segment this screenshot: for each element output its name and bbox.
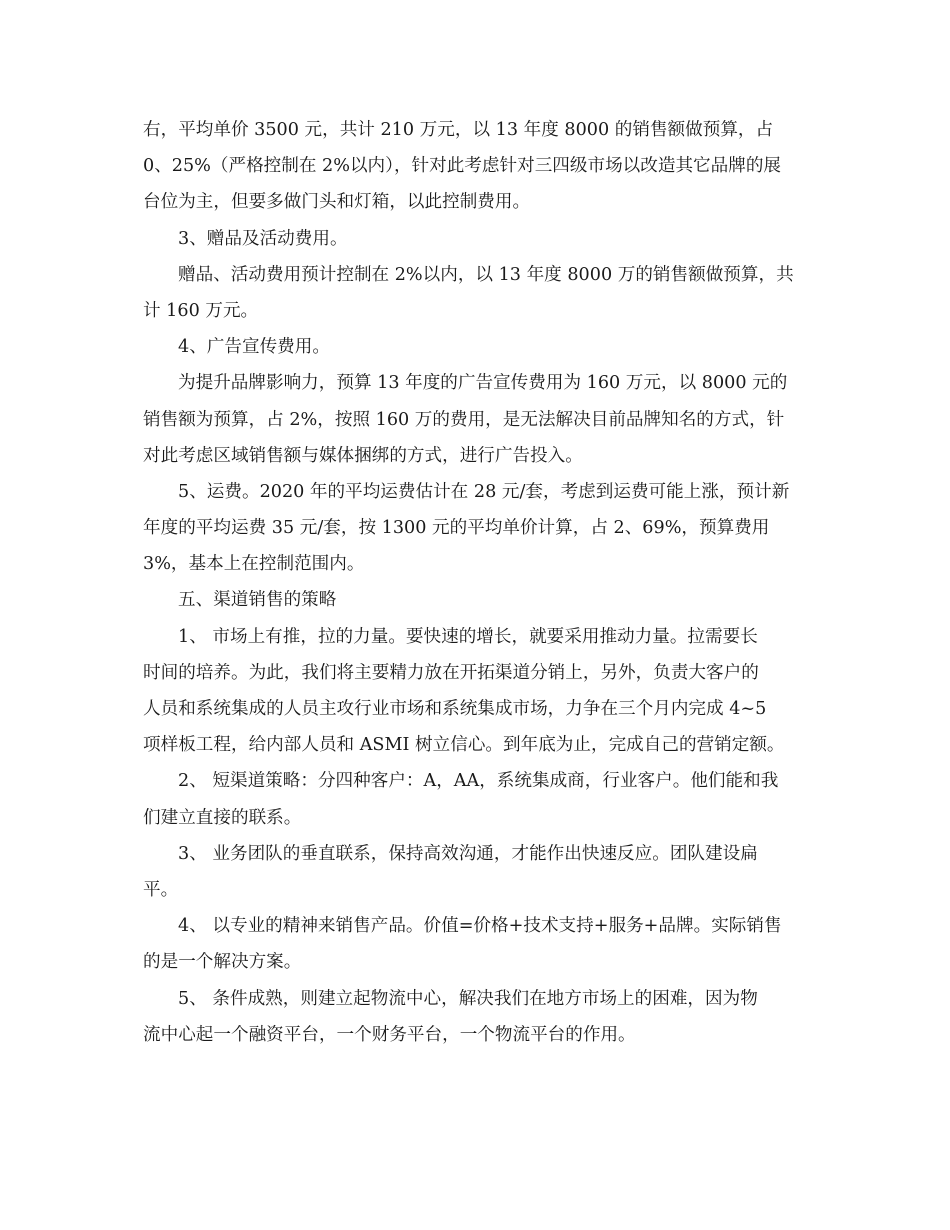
paragraph-strategy-2: [143, 763, 808, 835]
text-line: 4、 以专业的精神来销售产品。价值=价格+技术支持+服务+品牌。实际销售: [178, 916, 782, 937]
text-line: 5、 条件成熟，则建立起物流中心，解决我们在地方市场上的困难，因为物: [178, 988, 758, 1009]
paragraph-heading-gifts: [143, 221, 808, 257]
text-line: 五、渠道销售的策略: [178, 590, 337, 611]
paragraph-strategy-5: [143, 981, 808, 1053]
paragraph-heading-channel: [143, 582, 808, 618]
paragraph-para-freight: [143, 474, 808, 583]
paragraph-para-ads: [143, 365, 808, 474]
text-line: 4、广告宣传费用。: [178, 337, 330, 358]
text-line: 3、赠品及活动费用。: [178, 228, 348, 249]
paragraph-strategy-4: [143, 908, 808, 980]
text-line: 2、 短渠道策略：分四种客户：A，AA，系统集成商，行业客户。他们能和我: [178, 771, 779, 792]
text-line: 人员和系统集成的人员主攻行业市场和系统集成市场，力争在三个月内完成 4~5: [143, 699, 767, 719]
text-line: 3%，基本上在控制范围内。: [143, 554, 365, 575]
text-line: 为提升品牌影响力，预算 13 年度的广告宣传费用为 160 万元，以 8000 元的: [178, 373, 788, 394]
text-line: 5、运费。2020 年的平均运费估计在 28 元/套，考虑到运费可能上涨，预计新: [178, 481, 790, 502]
text-line: 平。: [143, 879, 179, 900]
paragraph-para-gifts: [143, 257, 808, 329]
paragraph-heading-ads: [143, 329, 808, 365]
paragraph-cont-showroom: [143, 112, 808, 221]
text-line: 右，平均单价 3500 元，共计 210 万元，以 13 年度 8000 的销售额做预算，占: [143, 120, 774, 140]
text-line: 们建立直接的联系。: [143, 807, 302, 828]
text-line: 0、25%（严格控制在 2%以内），针对此考虑针对三四级市场以改造其它品牌的展: [143, 156, 782, 177]
text-line: 计 160 万元。: [143, 300, 259, 321]
text-line: 年度的平均运费 35 元/套，按 1300 元的平均单价计算，占 2、69%，预算费用: [143, 518, 770, 539]
text-line: 项样板工程，给内部人员和 ASMI 树立信心。到年底为止，完成自己的营销定额。: [143, 735, 785, 756]
text-line: 赠品、活动费用预计控制在 2%以内，以 13 年度 8000 万的销售额做预算，共: [178, 264, 794, 285]
text-line: 3、 业务团队的垂直联系，保持高效沟通，才能作出快速反应。团队建设扁: [178, 843, 758, 864]
text-line: 1、 市场上有推，拉的力量。要快速的增长，就要采用推动力量。拉需要长: [178, 626, 758, 647]
paragraph-strategy-1: [143, 619, 808, 764]
paragraph-strategy-3: [143, 836, 808, 908]
document-body: [143, 112, 808, 1053]
text-line: 销售额为预算，占 2%，按照 160 万的费用，是无法解决目前品牌知名的方式，针: [143, 409, 785, 430]
text-line: 流中心起一个融资平台，一个财务平台，一个物流平台的作用。: [143, 1024, 636, 1045]
text-line: 时间的培养。为此，我们将主要精力放在开拓渠道分销上，另外，负责大客户的: [143, 662, 759, 683]
text-line: 台位为主，但要多做门头和灯箱，以此控制费用。: [143, 192, 531, 213]
text-line: 对此考虑区域销售额与媒体捆绑的方式，进行广告投入。: [143, 445, 583, 466]
text-line: 的是一个解决方案。: [143, 952, 302, 973]
